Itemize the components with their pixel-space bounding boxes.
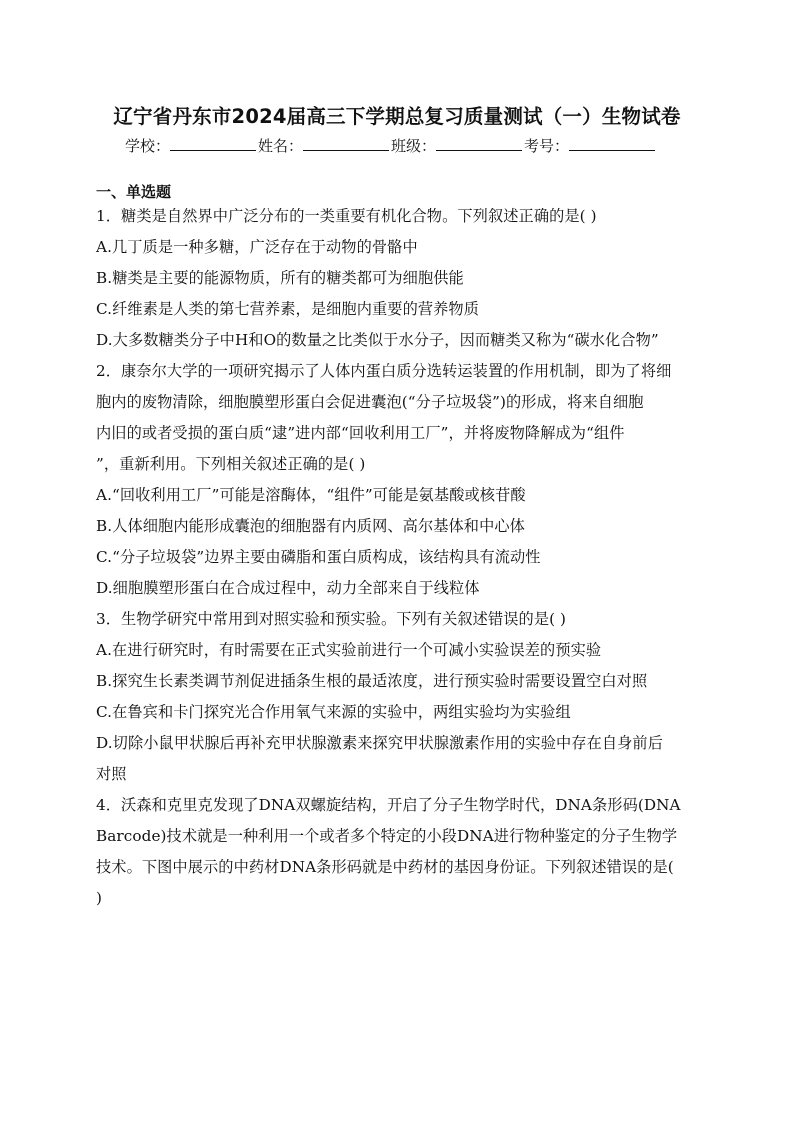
exam-number-blank[interactable] — [569, 136, 655, 151]
name-blank[interactable] — [303, 136, 389, 151]
exam-number-label: 考号： — [524, 137, 570, 155]
class-label: 班级： — [391, 137, 437, 155]
name-label: 姓名： — [258, 137, 304, 155]
question-4-stem-line: 技术。下图中展示的中药材DNA条形码就是中药材的基因身份证。下列叙述错误的是( — [96, 858, 674, 876]
question-3-option-c: C.在鲁宾和卡门探究光合作用氧气来源的实验中，两组实验均为实验组 — [96, 703, 571, 721]
question-1-stem: 1．糖类是自然界中广泛分布的一类重要有机化合物。下列叙述正确的是( ) — [96, 207, 597, 225]
question-3-option-d: D.切除小鼠甲状腺后再补充甲状腺激素来探究甲状腺激素作用的实验中存在自身前后 — [96, 734, 664, 752]
question-1-option-b: B.糖类是主要的能源物质，所有的糖类都可为细胞供能 — [96, 269, 464, 287]
question-2-option-b: B.人体细胞内能形成囊泡的细胞器有内质网、高尔基体和中心体 — [96, 517, 525, 535]
question-4-stem-line: 4．沃森和克里克发现了DNA双螺旋结构，开启了分子生物学时代，DNA条形码(DNA — [96, 796, 681, 814]
question-3-option-b: B.探究生长素类调节剂促进插条生根的最适浓度，进行预实验时需要设置空白对照 — [96, 672, 648, 690]
school-label: 学校： — [125, 137, 171, 155]
page-title: 辽宁省丹东市2024届高三下学期总复习质量测试（一）生物试卷 — [113, 105, 681, 128]
question-4-stem-line: ) — [96, 889, 103, 907]
class-blank[interactable] — [436, 136, 522, 151]
question-2-option-a: A.“回收利用工厂”可能是溶酶体，“组件”可能是氨基酸或核苷酸 — [96, 486, 526, 504]
question-2-option-d: D.细胞膜塑形蛋白在合成过程中，动力全部来自于线粒体 — [96, 579, 480, 597]
question-1-option-a: A.几丁质是一种多糖，广泛存在于动物的骨骼中 — [96, 238, 418, 256]
name-field — [258, 135, 391, 156]
question-3-option-d-cont: 对照 — [96, 765, 127, 783]
question-2-stem-line: 胞内的废物清除，细胞膜塑形蛋白会促进囊泡(“分子垃圾袋”)的形成，将来自细胞 — [96, 393, 644, 411]
section-heading: 一、单选题 — [96, 183, 172, 201]
question-2-stem-line: ”，重新利用。下列相关叙述正确的是( ) — [96, 455, 366, 473]
question-3-option-a: A.在进行研究时，有时需要在正式实验前进行一个可减小实验误差的预实验 — [96, 641, 602, 659]
school-field — [125, 135, 258, 156]
question-2-stem-line: 2．康奈尔大学的一项研究揭示了人体内蛋白质分选转运装置的作用机制，即为了将细 — [96, 362, 672, 380]
question-1-option-d: D.大多数糖类分子中H和O的数量之比类似于水分子，因而糖类又称为“碳水化合物” — [96, 331, 659, 349]
student-info-row — [125, 135, 657, 156]
question-body — [96, 203, 700, 916]
school-blank[interactable] — [170, 136, 256, 151]
class-field — [391, 135, 524, 156]
question-2-stem-line: 内旧的或者受损的蛋白质“逮”进内部“回收利用工厂”，并将废物降解成为“组件 — [96, 424, 625, 442]
question-2-option-c: C.“分子垃圾袋”边界主要由磷脂和蛋白质构成，该结构具有流动性 — [96, 548, 541, 566]
question-3-stem: 3．生物学研究中常用到对照实验和预实验。下列有关叙述错误的是( ) — [96, 610, 567, 628]
question-4-stem-line: Barcode)技术就是一种利用一个或者多个特定的小段DNA进行物种鉴定的分子生物学 — [96, 827, 678, 845]
exam-number-field — [524, 135, 657, 156]
question-1-option-c: C.纤维素是人类的第七营养素，是细胞内重要的营养物质 — [96, 300, 480, 318]
